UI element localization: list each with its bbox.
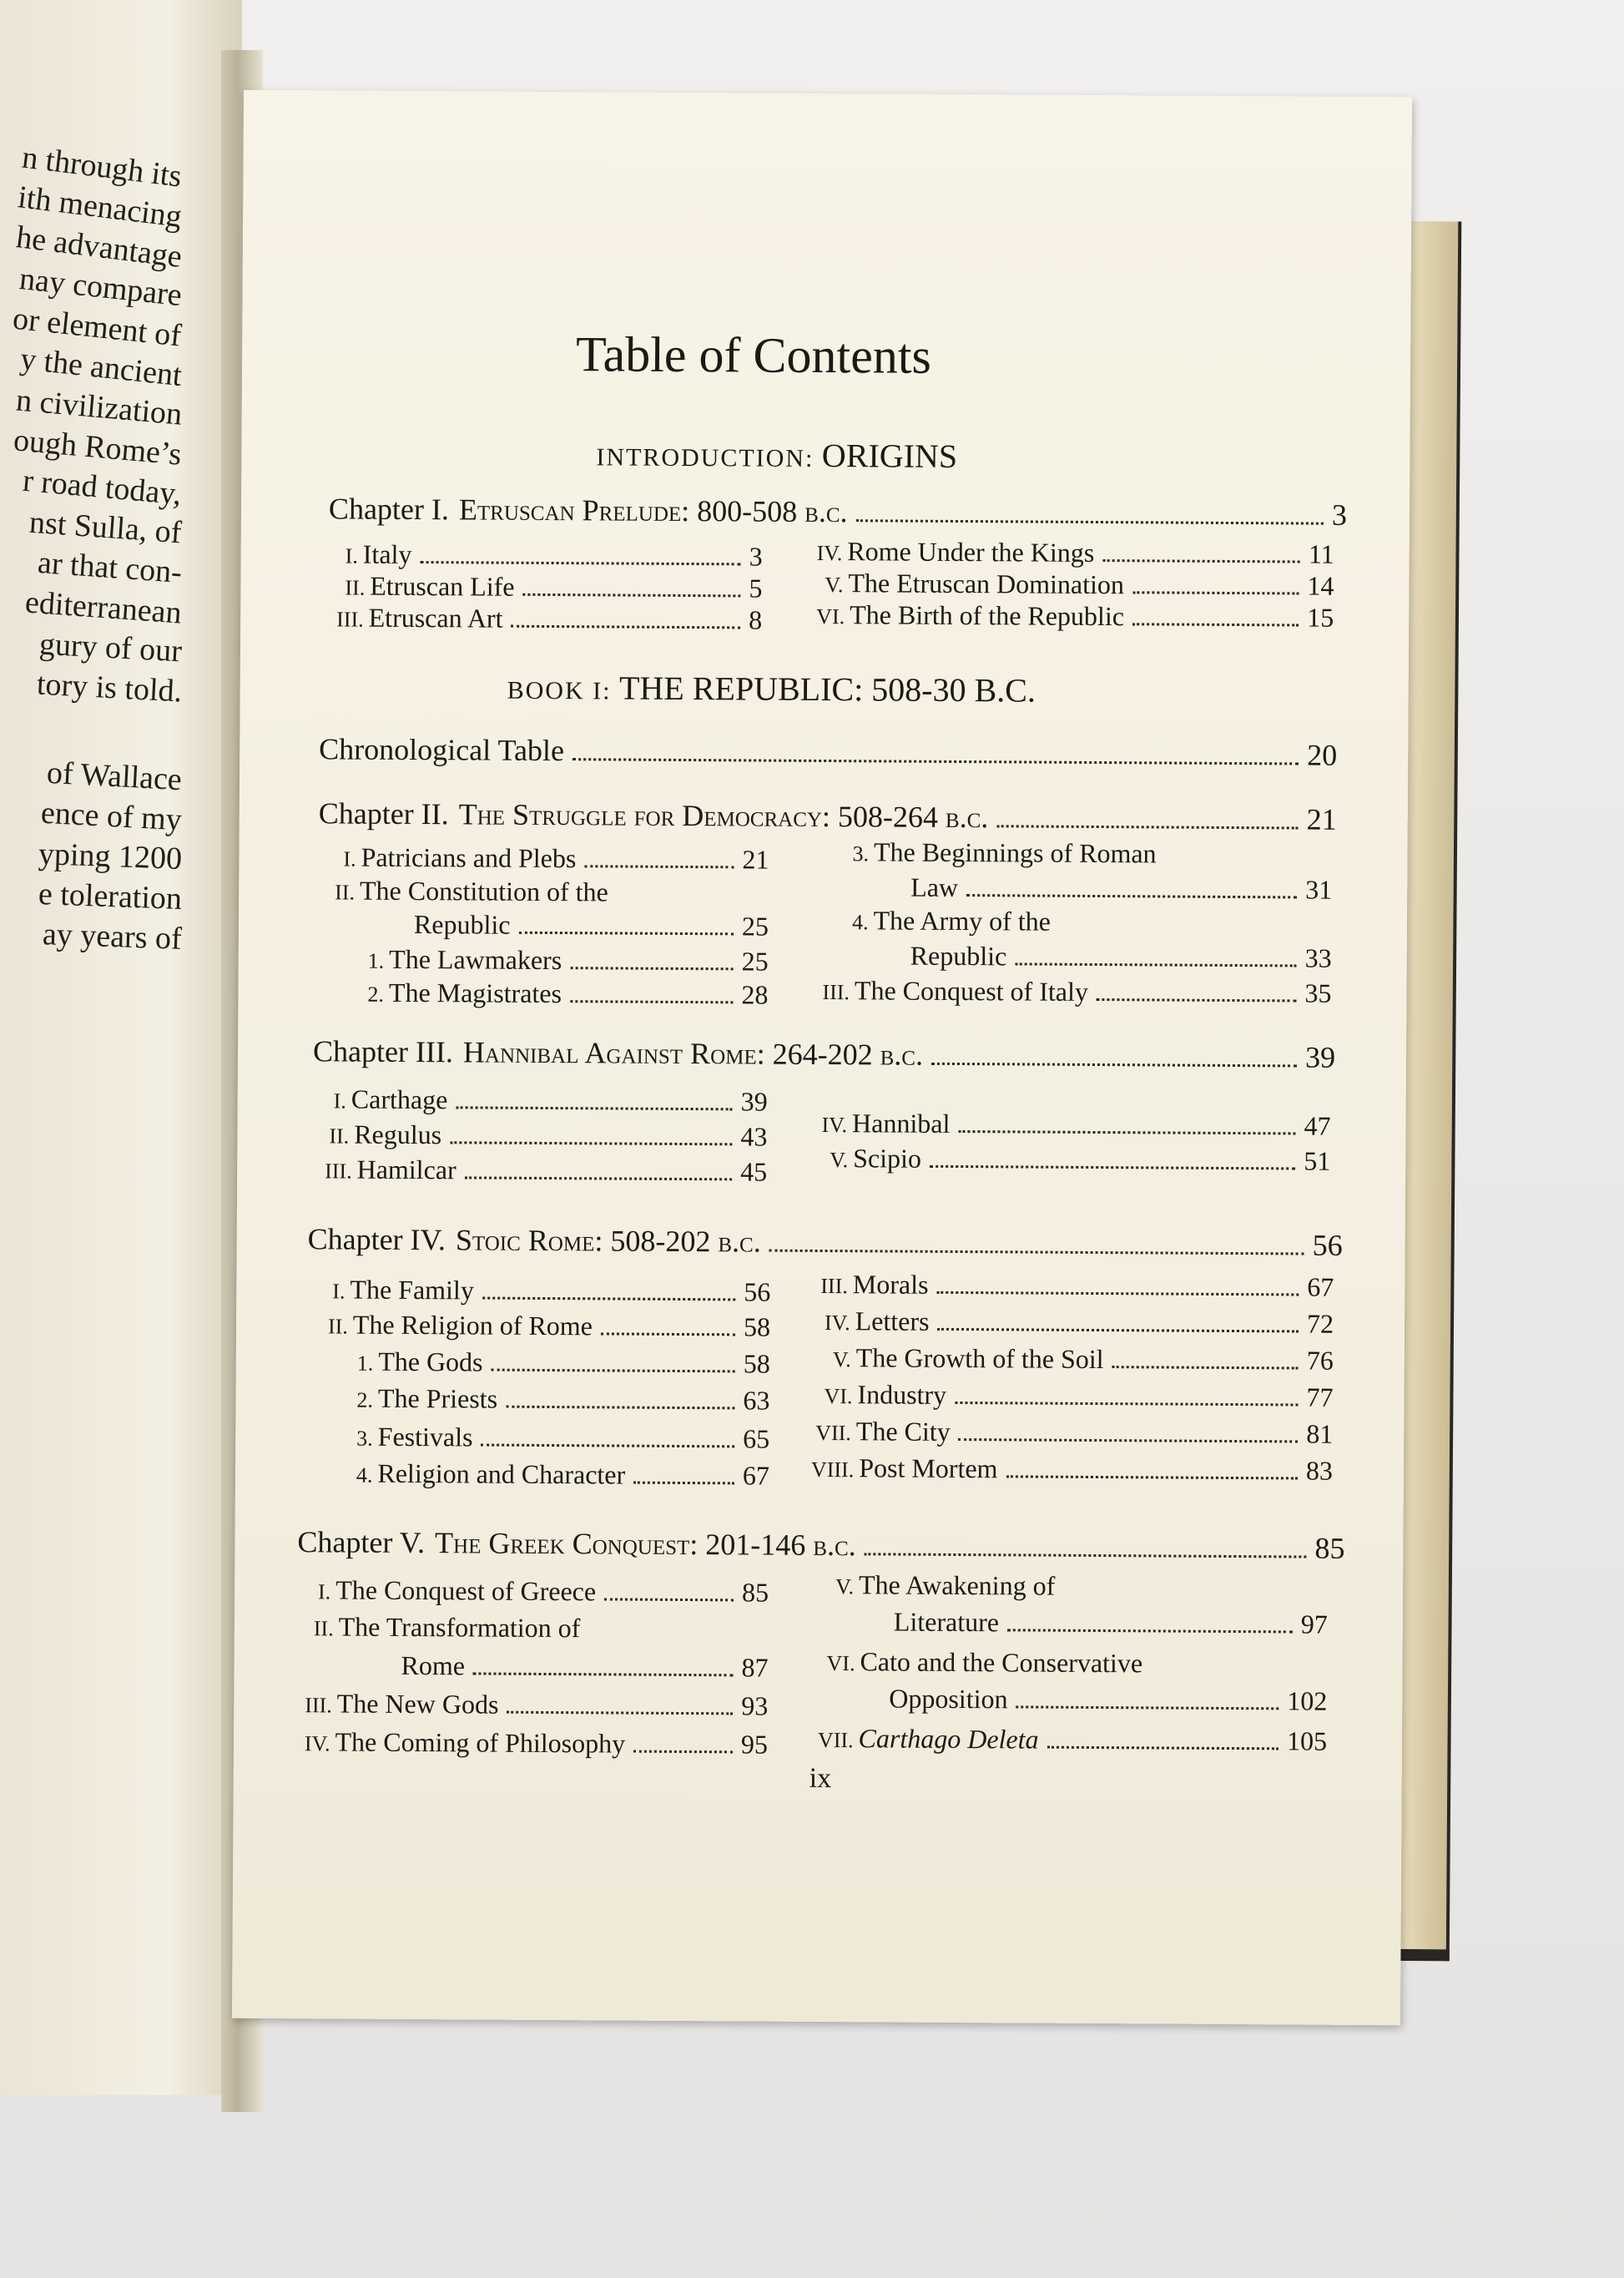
entry-title-continuation: Law <box>910 871 959 902</box>
left-text-line: ay years of <box>42 917 183 957</box>
entry-title: The Etruscan Domination <box>848 568 1125 600</box>
entry-title: The Family <box>350 1274 474 1306</box>
entry-page: 105 <box>1286 1725 1328 1756</box>
entry-title: Carthago Deleta <box>858 1723 1039 1755</box>
entry-title: The Conquest of Italy <box>854 975 1089 1007</box>
leader-dots <box>511 625 740 629</box>
entry-page: 43 <box>740 1121 768 1152</box>
entry-number: II. <box>335 880 356 905</box>
entry-title: Hamilcar <box>356 1154 456 1185</box>
entry-number: 3. <box>852 841 870 866</box>
entry-title: Industry <box>857 1379 947 1410</box>
entry-page: 63 <box>743 1385 770 1416</box>
leader-dots <box>633 1750 733 1754</box>
chapter-title: Stoic Rome: 508-202 b.c. <box>455 1223 761 1259</box>
left-text-line: e toleration <box>38 876 183 917</box>
leader-dots <box>966 894 1297 898</box>
entry-page: 15 <box>1307 602 1334 633</box>
entry-title: The Birth of the Republic <box>850 599 1125 632</box>
entry-title: The Transformation of <box>338 1611 581 1644</box>
toc-entry <box>833 1342 1334 1376</box>
left-text-line: of Wallace <box>46 755 183 798</box>
leader-dots <box>572 758 1299 765</box>
entry-title: Cato and the Conservative <box>860 1646 1143 1679</box>
entry-title: The Awakening of <box>858 1569 1056 1601</box>
toc-entry <box>367 977 768 1011</box>
left-text-line: n through its <box>20 139 184 194</box>
leader-dots <box>936 1291 1299 1296</box>
entry-number: I. <box>333 1088 346 1114</box>
page-title: Table of Contents <box>575 326 932 384</box>
toc-entry <box>305 1688 768 1721</box>
introduction-label: INTRODUCTION: <box>596 443 815 472</box>
entry-number: VIII. <box>810 1457 855 1482</box>
toc-page <box>232 90 1412 2026</box>
chapter-1-row <box>329 491 1347 532</box>
toc-entry <box>816 599 1334 634</box>
introduction-heading <box>596 434 957 476</box>
chapter-title: Etruscan Prelude: 800-508 b.c. <box>458 492 848 529</box>
entry-page: 33 <box>1304 942 1332 973</box>
entry-title: Italy <box>362 538 412 569</box>
entry-number: III. <box>822 980 850 1005</box>
chapter-number: Chapter IV. <box>307 1222 446 1257</box>
chronological-table-row <box>319 731 1337 772</box>
leader-dots <box>482 1297 735 1301</box>
leader-dots <box>601 1332 735 1336</box>
entry-title-continuation: Rome <box>401 1649 466 1681</box>
toc-entry <box>815 1416 1333 1450</box>
entry-page: 102 <box>1287 1685 1328 1716</box>
entry-number: IV. <box>821 1112 848 1138</box>
leader-dots <box>1007 1629 1293 1633</box>
toc-entry <box>336 602 762 635</box>
left-text-line: r road today, <box>21 462 184 513</box>
leader-dots <box>465 1176 732 1180</box>
toc-entry <box>345 538 763 572</box>
toc-entry <box>356 1422 769 1455</box>
leader-dots <box>959 1438 1299 1442</box>
entry-page: 95 <box>740 1729 769 1760</box>
entry-title: The Army of the <box>873 905 1052 937</box>
leader-dots <box>633 1482 734 1485</box>
toc-entry-continuation <box>894 1607 1328 1640</box>
entry-title: The Conquest of Greece <box>335 1574 597 1607</box>
entry-number: III. <box>336 607 364 632</box>
leader-dots <box>958 1130 1295 1134</box>
leader-dots <box>570 967 733 970</box>
entry-number: I. <box>317 1579 331 1604</box>
entry-page: 81 <box>1306 1418 1334 1449</box>
entry-number: II. <box>327 1314 348 1339</box>
entry-page: 35 <box>1304 977 1332 1008</box>
entry-number: VI. <box>826 1651 855 1676</box>
entry-title: The Coming of Philosophy <box>335 1726 626 1759</box>
chapter-5-row <box>297 1524 1344 1566</box>
toc-entry <box>345 570 762 604</box>
toc-entry <box>830 1143 1330 1177</box>
leader-dots <box>1047 1746 1279 1750</box>
leader-dots <box>1132 591 1299 594</box>
entry-page: 76 <box>1306 1345 1334 1376</box>
entry-number: III. <box>325 1159 352 1184</box>
chapter-4-row <box>308 1221 1343 1263</box>
entry-title: The Growth of the Soil <box>855 1342 1104 1375</box>
entry-page: 77 <box>1306 1381 1334 1412</box>
entry-number: IV. <box>824 1311 850 1336</box>
entry-number: 1. <box>367 948 385 973</box>
leader-dots <box>518 932 733 936</box>
entry-page: 83 <box>1305 1455 1334 1486</box>
chapter-number: Chapter V. <box>297 1525 426 1560</box>
toc-entry <box>811 1452 1333 1487</box>
leader-dots <box>931 1063 1297 1068</box>
leader-dots <box>1112 1366 1299 1369</box>
entry-title: Etruscan Life <box>370 570 515 602</box>
entry-number: VI. <box>816 604 845 629</box>
entry-page: 11 <box>1308 538 1334 569</box>
entry-page: 5 <box>749 573 763 604</box>
entry-title: The Priests <box>377 1382 498 1414</box>
toc-entry <box>835 1569 1328 1604</box>
entry-title: Post Mortem <box>859 1452 998 1484</box>
entry-page: 28 <box>741 979 769 1010</box>
leader-dots <box>584 865 734 868</box>
entry-title: The Beginnings of Roman <box>873 836 1157 869</box>
entry-number: III. <box>820 1273 848 1299</box>
toc-entry <box>335 875 769 908</box>
entry-title: The Gods <box>378 1346 483 1377</box>
chapter-page: 3 <box>1331 498 1348 532</box>
toc-entry <box>368 944 769 977</box>
entry-number: IV. <box>304 1731 330 1756</box>
leader-dots <box>1097 998 1297 1002</box>
leader-dots <box>856 519 1324 524</box>
toc-entry <box>314 1611 769 1644</box>
chapter-title: The Struggle for Democracy: 508-264 b.c. <box>458 797 989 835</box>
left-text-line: ough Rome’s <box>12 422 184 472</box>
leader-dots <box>1015 962 1296 967</box>
toc-entry <box>818 1723 1327 1757</box>
entry-page: 58 <box>743 1311 771 1342</box>
toc-entry-continuation <box>889 1684 1327 1717</box>
entry-title: The City <box>855 1416 951 1447</box>
chapter-3-row <box>313 1033 1335 1074</box>
left-text-line: ar that con- <box>36 545 184 590</box>
entry-page: 67 <box>1307 1271 1334 1302</box>
entry-page: 85 <box>741 1577 769 1608</box>
entry-page: 47 <box>1304 1110 1331 1141</box>
book-1-heading <box>507 668 1036 710</box>
introduction-name: ORIGINS <box>821 436 958 475</box>
chapter-title: Hannibal Against Rome: 264-202 b.c. <box>462 1035 924 1072</box>
left-text-line: ence of my <box>40 795 183 838</box>
leader-dots <box>930 1165 1295 1170</box>
entry-title: Hannibal <box>852 1108 951 1139</box>
left-text-line: yping 1200 <box>38 836 183 876</box>
toc-entry-continuation <box>401 1650 768 1684</box>
toc-entry <box>356 1383 769 1417</box>
chapter-page: 39 <box>1304 1040 1336 1074</box>
leader-dots <box>450 1141 732 1145</box>
entry-number: IV. <box>816 540 843 566</box>
entry-page: 51 <box>1304 1145 1331 1176</box>
toc-entry-continuation <box>910 941 1332 974</box>
entry-number: 4. <box>851 910 869 935</box>
leader-dots <box>955 1402 1298 1407</box>
entry-number: II. <box>345 575 366 600</box>
entry-page: 67 <box>742 1460 770 1491</box>
toc-entry <box>305 1726 768 1760</box>
entry-number: V. <box>830 1148 849 1173</box>
leader-dots <box>507 1711 733 1715</box>
chapter-number: Chapter II. <box>318 796 449 831</box>
toc-entry <box>825 1306 1334 1340</box>
leader-dots <box>1006 1475 1298 1479</box>
toc-entry <box>817 536 1334 570</box>
left-text-line: gury of our <box>38 626 183 669</box>
toc-entry <box>852 836 1336 871</box>
entry-page: 14 <box>1307 570 1334 601</box>
left-text-line: tory is told. <box>35 666 183 710</box>
leader-dots <box>865 1553 1307 1558</box>
entry-title: Carthage <box>351 1083 448 1115</box>
leader-dots <box>937 1328 1299 1333</box>
chapter-2-row <box>319 796 1337 836</box>
left-text-line: or element of <box>11 301 184 354</box>
entry-number: V. <box>835 1574 855 1599</box>
left-text-line: editerranean <box>23 584 184 631</box>
chapter-title: The Greek Conquest: 201-146 b.c. <box>434 1526 856 1563</box>
entry-title-continuation: Opposition <box>889 1683 1008 1715</box>
entry-number: 1. <box>356 1351 374 1376</box>
toc-entry <box>318 1574 769 1608</box>
leader-dots <box>492 1369 735 1373</box>
entry-page: 58 <box>743 1348 770 1379</box>
entry-number: II. <box>329 1124 350 1149</box>
entry-number: VII. <box>815 1420 851 1446</box>
entry-title-continuation: Republic <box>910 940 1007 972</box>
toc-entry <box>328 1309 770 1342</box>
entry-page: 25 <box>741 946 769 977</box>
chronological-table-page: 20 <box>1307 738 1338 772</box>
chapter-number: Chapter I. <box>328 492 450 527</box>
entry-page: 87 <box>741 1652 769 1683</box>
leader-dots <box>456 1106 732 1110</box>
toc-entry <box>343 841 769 875</box>
toc-entry <box>329 1119 767 1152</box>
entry-page: 72 <box>1306 1308 1334 1339</box>
entry-number: VI. <box>824 1384 853 1409</box>
entry-number: 2. <box>356 1387 374 1412</box>
entry-page: 31 <box>1305 874 1333 905</box>
left-text-line: nst Sulla, of <box>28 504 184 551</box>
book-1-label: BOOK I: <box>507 676 612 705</box>
leader-dots <box>996 825 1298 829</box>
left-page <box>0 0 242 2095</box>
toc-entry <box>357 1346 770 1380</box>
entry-title: Patricians and Plebs <box>361 841 577 874</box>
toc-entry-continuation <box>910 872 1332 906</box>
toc-entry <box>332 1274 770 1307</box>
entry-page: 39 <box>740 1086 768 1117</box>
toc-entry <box>356 1458 769 1492</box>
entry-title: The Lawmakers <box>389 943 562 976</box>
entry-page: 3 <box>749 541 763 572</box>
entry-number: III. <box>305 1693 332 1718</box>
left-text-line: he advantage <box>13 220 184 275</box>
entry-number: I. <box>343 846 356 871</box>
entry-page: 56 <box>744 1276 771 1307</box>
toc-entry-continuation <box>414 909 769 942</box>
entry-title: Scipio <box>853 1143 922 1174</box>
chapter-page: 21 <box>1306 802 1337 836</box>
entry-number: I. <box>345 543 358 568</box>
toc-entry <box>852 905 1336 939</box>
entry-title: Regulus <box>354 1119 442 1150</box>
entry-number: I. <box>332 1279 345 1304</box>
leader-dots <box>506 1406 734 1410</box>
toc-entry <box>824 1379 1333 1413</box>
entry-page: 21 <box>742 844 769 875</box>
left-text-line: nay compare <box>18 260 184 314</box>
entry-title: Letters <box>855 1306 930 1336</box>
left-text-line: ith menacing <box>15 179 184 235</box>
toc-entry <box>822 975 1331 1009</box>
leader-dots <box>420 561 740 565</box>
entry-page: 93 <box>741 1690 769 1721</box>
entry-title: Rome Under the Kings <box>847 536 1095 568</box>
entry-title: Religion and Character <box>377 1457 626 1490</box>
leader-dots <box>1102 559 1300 563</box>
toc-entry <box>334 1083 768 1117</box>
left-text-line: y the ancient <box>18 341 184 394</box>
entry-number: VII. <box>817 1727 854 1753</box>
entry-number: 3. <box>356 1426 373 1451</box>
chapter-page: 85 <box>1314 1531 1345 1565</box>
chapter-number: Chapter III. <box>312 1034 454 1069</box>
toc-entry <box>825 568 1334 602</box>
leader-dots <box>1016 1705 1279 1710</box>
leader-dots <box>522 593 740 598</box>
entry-title: Festivals <box>377 1421 473 1452</box>
entry-title: Etruscan Art <box>368 602 503 634</box>
entry-page: 97 <box>1300 1609 1328 1639</box>
toc-entry <box>826 1646 1327 1680</box>
entry-title: The Constitution of the <box>359 875 608 907</box>
left-text-line: n civilization <box>14 382 184 432</box>
leader-dots <box>473 1672 734 1676</box>
entry-title: The Magistrates <box>388 977 562 1009</box>
toc-entry <box>821 1108 1330 1142</box>
entry-title-continuation: Republic <box>413 909 511 940</box>
toc-entry <box>325 1154 767 1187</box>
entry-page: 45 <box>740 1156 768 1187</box>
entry-page: 25 <box>741 911 769 942</box>
entry-number: V. <box>825 573 844 598</box>
leader-dots <box>604 1598 734 1601</box>
entry-page: 65 <box>743 1423 770 1454</box>
leader-dots <box>570 1000 733 1003</box>
entry-page: 8 <box>749 604 763 635</box>
entry-title: The Religion of Rome <box>352 1309 593 1341</box>
book-1-name: THE REPUBLIC: 508-30 B.C. <box>618 669 1036 710</box>
page-number: ix <box>809 1762 832 1795</box>
entry-number: 2. <box>367 982 385 1007</box>
entry-title: The New Gods <box>336 1688 499 1720</box>
leader-dots <box>481 1444 734 1448</box>
entry-title-continuation: Literature <box>893 1606 1000 1638</box>
entry-number: V. <box>832 1347 851 1372</box>
toc-entry <box>820 1269 1334 1303</box>
chapter-page: 56 <box>1312 1228 1343 1262</box>
entry-title: Morals <box>852 1269 929 1300</box>
leader-dots <box>769 1250 1304 1255</box>
leader-dots <box>1132 623 1299 626</box>
entry-number: II. <box>313 1616 334 1641</box>
entry-number: 4. <box>356 1462 373 1488</box>
chronological-table-label: Chronological Table <box>319 732 565 768</box>
